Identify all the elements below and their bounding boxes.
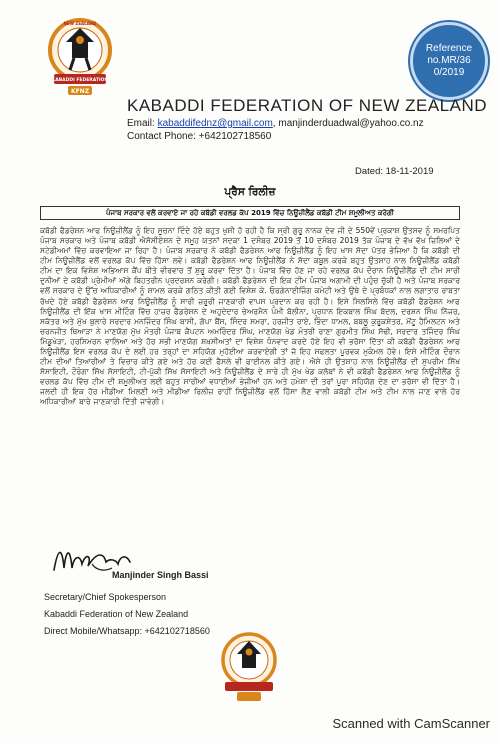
body-paragraph: ਕਬੱਡੀ ਫੈਡਰੇਸ਼ਨ ਆਫ ਨਿਊਜ਼ੀਲੈਂਡ ਨੂੰ ਇਹ ਸੂਚਨਾ ਦਿੰਦੇ ਹੋਏ ਬਹੁਤ ਖੁਸ਼ੀ ਹੋ ਰਹੀ ਹੈ ਕਿ ਸ੍ਰੀ ਗੁਰੂ ਨਾਨਕ ਦੇਵ ਜੀ ਦੇ 550ਵੇਂ ਪ੍ਰਕਾਸ਼ ਉਤਸਵ ਨੂੰ ਸਮਰਪਿਤ ਪੰਜਾਬ ਸਰਕਾਰ ਅਤੇ ਪੰਜਾਬ ਕਬੱਡੀ ਐਸੋਸੀਏਸ਼ਨ ਦੇ ਸਮੂਹ ਯਤਨਾਂ ਸਦਕਾ 1 ਦਸੰਬਰ 2019 ਤੋਂ 10 ਦਸੰਬਰ 2019 ਤੱਕ ਪੰਜਾਬ ਦੇ ਵੱਖ ਵੱਖ ਜ਼ਿਲਿਆਂ ਦੇ ਸਟੇਡੀਅਮਾਂ ਵਿੱਚ ਕਰਵਾਇਆ ਜਾ ਰਿਹਾ ਹੈ। ਪੰਜਾਬ ਸਰਕਾਰ ਨੇ ਕਬੱਡੀ ਫੈਡਰੇਸ਼ਨ ਆਫ ਨਿਊਜ਼ੀਲੈਂਡ ਨੂੰ ਇਹ ਖਾਸ ਸੱਦਾ ਪੱਤਰ ਭੇਜਿਆ ਹੈ ਕਿ ਕਬੱਡੀ ਦੀ ਟੀਮ ਨਿਊਜ਼ੀਲੈਂਡ ਵਲੋਂ ਵਰਲਡ ਕੱਪ ਵਿੱਚ ਹਿੱਸਾ ਲਵੇ। ਕਬੱਡੀ ਫੈਡਰੇਸ਼ਨ ਆਫ ਨਿਊਜ਼ੀਲੈਂਡ ਨੇ ਸੱਦਾ ਕਬੂਲ ਕਰਕੇ ਬਹੁਤ ਉਤਸ਼ਾਹ ਨਾਲ ਨਿਊਜ਼ੀਲੈਂਡ ਕਬੱਡੀ ਟੀਮ ਦਾ ਇਕ ਵਿਸ਼ੇਸ਼ ਅਭਿਆਸ ਕੈਂਪ ਬੀਤੇ ਵੀਰਵਾਰ ਤੋਂ ਸ਼ੁਰੂ ਕਰਵਾ ਦਿੱਤਾ ਹੈ। ਪੰਜਾਬ ਵਿੱਚ ਹੋਣ ਜਾ ਰਹੇ ਵਰਲਡ ਕੱਪ ਦੌਰਾਨ ਨਿਊਜ਼ੀਲੈਂਡ ਦੀ ਟੀਮ ਸਾਰੀ ਦੁਨੀਆਂ ਦੇ ਕਬੱਡੀ ਪ੍ਰੇਮੀਆਂ ਅੱਗੇ ਬਿਹਤਰੀਨ ਪ੍ਰਦਰਸ਼ਨ ਕਰੇਗੀ। ਕਬੱਡੀ ਫੈਡਰੇਸ਼ਨ ਦੀ ਇਕ ਟੀਮ ਪੰਜਾਬ ਅਗਾਮੀ ਦੀ ਪਹੁੰਚ ਚੁੱਕੀ ਹੈ ਅਤੇ ਪੰਜਾਬ ਸਰਕਾਰ ਵਲੋਂ ਸਰਕਾਰ ਦੇ ਉੱਚ ਅਧਿਕਾਰੀਆਂ ਨੂੰ ਸ਼ਾਮਲ ਕਰਕੇ ਗਠਿਤ ਕੀਤੀ ਗਈ ਵਿਸ਼ੇਸ਼ ਕੇ. ਓਰਗੇਨਾਈਜ਼ਿੰਗ ਕਮੇਟੀ ਅਤੇ ਉਥੇ ਦੇ ਪ੍ਰਬੰਧਕਾਂ ਨਾਲ ਲਗਾਤਾਰ ਰਾਬਤਾ ਰੱਖਦੇ ਹੋਏ ਕਬੱਡੀ ਫੈਡਰੇਸ਼ਨ ਆਫ ਨਿਊਜ਼ੀਲੈਂਡ ਨੂੰ ਸਾਰੀ ਜ਼ਰੂਰੀ ਜਾਣਕਾਰੀ ਵਾਪਸ ਪ੍ਰਦਾਨ ਕਰ ਰਹੀ ਹੈ। ਇਸੇ ਸਿਲਸਿਲੇ ਵਿੱਚ ਕਬੱਡੀ ਫੈਡਰੇਸ਼ਨ ਆਫ ਨਿਊਜ਼ੀਲੈਂਡ ਦੀ ਇੱਕ ਖਾਸ ਮੀਟਿੰਗ ਵਿੱਚ ਹਾਜ਼ਰ ਫੈਡਰੇਸ਼ਨ ਦੇ ਅਹੁਦੇਦਾਰ ਚੇਅਰਮੈਨ ਪੰਮੀ ਬੋਲੀਨਾ, ਪ੍ਰਧਾਨ ਇਕਬਾਲ ਸਿੰਘ ਬੋਦਲ, ਦਰਸ਼ਨ ਸਿੰਘ ਨਿੱਜਰ, ਸਕੱਤਰ ਅਤੇ ਮੁੱਖ ਬੁਲਾਰੇ ਸਰਦਾਰ ਮਨਜਿੰਦਰ ਸਿੰਘ ਬਾਸੀ, ਗੋਪਾ ਬੈਂਸ, ਸਿੰਦਰ ਸਮਰਾ, ਹਰਜੀਤ ਰਾਏ, ਭਿੰਦਾ ਧਾਮਲ, ਬਬਲੂ ਕੁਰੂਕਸ਼ੇਤਰ, ਮੋਂਟੂ ਹੈਮਿਲਟਨ ਅਤੇ ਚਰਨਜੀਤ ਥਿਆੜਾ ਨੇ ਮਾਣਯੋਗ ਮੁੱਖ ਮੰਤਰੀ ਪੰਜਾਬ ਕੈਪਟਨ ਅਮਰਿੰਦਰ ਸਿੰਘ, ਮਾਣਯੋਗ ਖੇਡ ਮੰਤਰੀ ਰਾਣਾ ਗੁਰਮੀਤ ਸਿੰਘ ਸੋਢੀ, ਸਰਦਾਰ ਤਜਿੰਦਰ ਸਿੰਘ ਮਿੱਡੂਖੇੜਾ, ਹਰਸਿਮਰਨ ਵਾਲਿਆ ਅਤੇ ਹੋਰ ਸਭੀ ਮਾਣਯੋਗ ਸ਼ਖ਼ਸੀਅਤਾਂ ਦਾ ਵਿਸ਼ੇਸ਼ ਧੰਨਵਾਦ ਕਰਦੇ ਹੋਏ ਇਹ ਵੀ ਭਰੋਸਾ ਦਿੱਤਾ ਕੀ ਕਬੱਡੀ ਫੈਡਰੇਸ਼ਨ ਆਫ ਨਿਊਜ਼ੀਲੈਂਡ ਇਸ ਵਰਲਡ ਕੱਪ ਦੇ ਲਈ ਹਰ ਤਰ੍ਹਾਂ ਦਾ ਸਹਿਯੋਗ ਮੁਹੱਈਆ ਕਰਵਾਏਗੀ ਤਾਂ ਜੋ ਇਹ ਸਫਲਤਾ ਪੂਰਵਕ ਮੁਕੰਮਲ ਹੋਵੇ। ਇਸੇ ਮੀਟਿੰਗ ਦੌਰਾਨ ਟੀਮ ਦੀਆਂ ਤਿਆਰੀਆਂ ਤੇ ਵਿਚਾਰ ਕੀਤੇ ਗਏ ਅਤੇ ਹੋਰ ਕਈ ਫੈਸਲੇ ਵੀ ਫਾਈਨਲ ਕੀਤੇ ਗਏ। ਐਸੇ ਹੀ ਉਤਸ਼ਾਹ ਨਾਲ ਨਿਊਜ਼ੀਲੈਂਡ ਦੀ ਸੁਪਰੀਮ ਸਿੱਖ ਸੋਸਾਇਟੀ, ਟੌਰੰਗਾ ਸਿੱਖ ਸੋਸਾਇਟੀ, ਟੀ-ਪੁੱਕੀ ਸਿੱਖ ਸੋਸਾਇਟੀ ਅਤੇ ਨਿਊਜ਼ੀਲੈਂਡ ਦੇ ਸਾਰੇ ਹੀ ਮੁੱਖ ਖੇਡ ਕਲੱਬਾਂ ਨੇ ਵੀ ਕਬੱਡੀ ਫੈਡਰੇਸ਼ਨ ਆਫ ਨਿਊਜ਼ੀਲੈਂਡ ਨੂੰ ਵਰਲਡ ਕੱਪ ਵਿੱਚ ਟੀਮ ਦੀ ਸ਼ਮੂਲੀਅਤ ਲਈ ਬਹੁਤ ਸਾਰੀਆਂ ਵਧਾਈਆਂ ਭੇਜੀਆਂ ਹਨ ਅਤੇ ਹਮੇਸ਼ਾ ਦੀ ਤਰਾਂ ਪੂਰਾ ਸਹਿਯੋਗ ਦੇਣ ਦਾ ਭਰੋਸਾ ਵੀ ਦਿੱਤਾ ਹੈ। ਜਲਦੀ ਹੀ ਇਕ ਹੋਰ ਮੀਡੀਆ ਮਿਲਣੀ ਅਤੇ ਮੀਡੀਆ ਰਿਲੀਜ਼ ਰਾਹੀਂ ਨਿਊਜ਼ੀਲੈਂਡ ਵਲੋਂ ਹਿੱਸਾ ਲੈਣ ਵਾਲੀ ਕਬੱਡੀ ਟੀਮ ਅਤੇ ਟੀਮ ਨਾਲ ਜਾਣ ਵਾਲੇ ਹੋਰ ਅਧਿਕਾਰੀਆਂ ਬਾਰੇ ਜਾਣਕਾਰੀ ਦਿੱਤੀ ਜਾਵੇਗੀ। xyxy=(40,226,460,407)
kfnz-logo xyxy=(40,12,120,102)
kfnz-footer-logo xyxy=(214,628,284,704)
email-separator: , xyxy=(272,118,276,129)
signatory-mobile: Direct Mobile/Whatsapp: +642102718560 xyxy=(44,626,210,636)
reference-line-3: 0/2019 xyxy=(433,67,465,78)
email-primary-link[interactable]: kabaddifednz@gmail.com xyxy=(157,118,273,129)
email-line xyxy=(127,118,424,129)
date-line: Dated: 18-11-2019 xyxy=(355,166,434,177)
signatory-org: Kabaddi Federation of New Zealand xyxy=(44,609,189,619)
subject-box: ਪੰਜਾਬ ਸਰਕਾਰ ਵਲੋਂ ਕਰਵਾਏ ਜਾ ਰਹੇ ਕਬੱਡੀ ਵਰਲਡ ਕੱਪ 2019 ਵਿੱਚ ਨਿਊਜ਼ੀਲੈਂਡ ਕਬੱਡੀ ਟੀਮ ਸ਼ਮੂਲੀਅਤ ਕਰੇਗੀ xyxy=(40,206,460,220)
org-name: KABADDI FEDERATION OF NEW ZEALAND xyxy=(127,96,488,115)
email-secondary: manjinderduadwal@yahoo.co.nz xyxy=(278,118,424,129)
reference-line-2: no.MR/36 xyxy=(427,55,471,66)
camscanner-watermark: Scanned with CamScanner xyxy=(332,716,490,731)
logo-text-mid: NEW ZEALAND xyxy=(63,21,97,26)
logo-text-top: KABADDI FEDERATION xyxy=(51,78,109,83)
contact-label: Contact Phone: xyxy=(127,131,196,142)
reference-seal xyxy=(410,22,488,100)
signatory-title: Secretary/Chief Spokesperson xyxy=(44,592,167,602)
reference-line-1: Reference xyxy=(425,43,473,54)
signatory-name: Manjinder Singh Bassi xyxy=(112,570,209,580)
contact-phone: +642102718560 xyxy=(198,131,272,142)
logo-text-kfnz: KFNZ xyxy=(70,88,90,95)
press-release-title: ਪ੍ਰੈਸ ਰਿਲੀਜ਼ xyxy=(224,186,276,198)
contact-line xyxy=(127,131,271,142)
email-label: Email: xyxy=(127,118,155,129)
